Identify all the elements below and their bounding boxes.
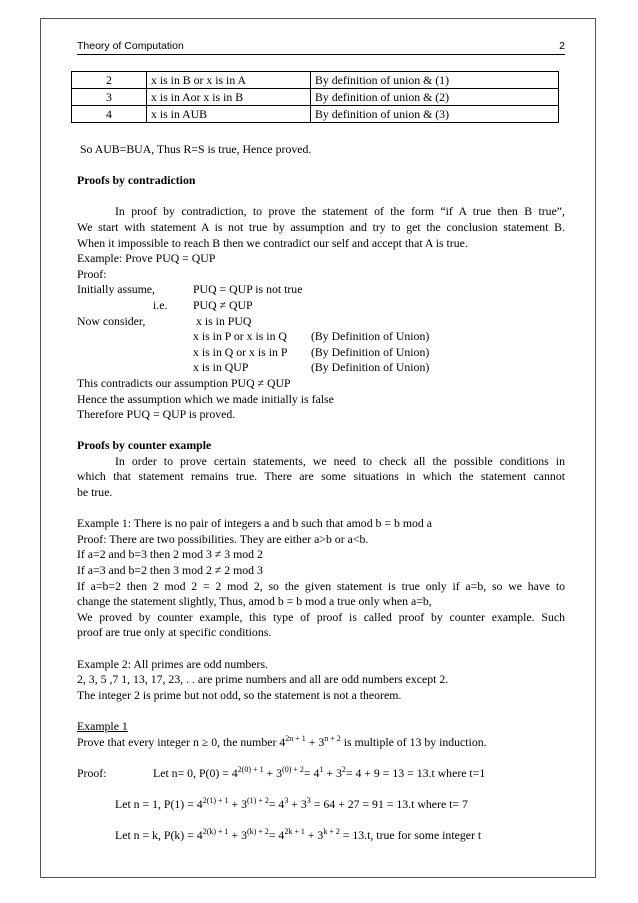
paragraph-line: Proof: There are two possibilities. They are either a>b or a<b.: [77, 531, 369, 546]
paragraph-line: change the statement slightly, Thus, amod b = b mod a true only when a=b,: [77, 594, 432, 609]
proof-step: [77, 329, 565, 345]
induction-step: Let n = 1, $P(1) = 4^{2(1) + 1} + 3^{(1) + 2}= 4^3 + 3^3 = 64 + 27 = 91 = 13.t$ where t= 7: [115, 795, 468, 811]
paragraph-line: If a=3 and b=2 then 3 mod 2 ≠ 2 mod 3: [77, 563, 263, 578]
proof-step-reason: (By Definition of Union): [311, 329, 430, 344]
proof-step-statement: x is in PUQ: [196, 313, 252, 328]
proof-step-statement: PUQ = QUP is not true: [193, 282, 303, 297]
proof-step: [77, 360, 565, 376]
proof-step-reason: (By Definition of Union): [311, 344, 430, 359]
proof-step-statement: x is in P or x is in Q: [193, 329, 287, 344]
paragraph-line: 2, 3, 5 ,7 1, 13, 17, 23, . . are prime numbers and all are odd numbers except 2.: [77, 672, 449, 687]
table-cell: By definition of union & (2): [311, 89, 559, 106]
page-number: 2: [559, 40, 565, 52]
paragraph-line: Therefore PUQ = QUP is proved.: [77, 407, 236, 422]
table-cell: x is in B or x is in A: [147, 72, 311, 89]
table-cell: x is in Aor x is in B: [147, 89, 311, 106]
conclusion-line: So AUB=BUA, Thus R=S is true, Hence proved.: [80, 142, 312, 156]
proof-step: [77, 314, 565, 330]
induction-statement: Prove that every integer n ≥ 0, the number $4^{2n + 1} + 3^{n + 2}$ is multiple of 13 by induction.: [77, 733, 487, 749]
proof-step-label: i.e.: [153, 297, 168, 312]
induction-step: Let n= 0, $P(0) = 4^{2(0) + 1} + 3^{(0) + 2}= 4^1 + 3^2= 4 + 9 = 13 = 13.t$ where t=1: [153, 764, 486, 780]
proof-step-statement: PUQ ≠ QUP: [193, 297, 253, 312]
paragraph-line: be true.: [77, 485, 113, 500]
proof-step-statement: x is in QUP: [193, 360, 249, 375]
example-line: Example 2: All primes are odd numbers.: [77, 656, 269, 671]
example-line: Example 1: There is no pair of integers a and b such that amod b = b mod a: [77, 516, 433, 531]
proof-step-statement: x is in Q or x is in P: [193, 344, 288, 359]
table-cell: By definition of union & (3): [311, 106, 559, 123]
proof-step-reason: (By Definition of Union): [311, 360, 430, 375]
paragraph-line: In proof by contradiction, to prove the statement of the form “if A true then B true”,: [115, 204, 565, 219]
proof-label: Proof:: [77, 765, 107, 780]
paragraph-line: Hence the assumption which we made initially is false: [77, 391, 334, 406]
proof-table: [71, 71, 559, 123]
paragraph-line: When it impossible to reach B then we contradict our self and accept that A is true.: [77, 235, 468, 250]
paragraph-line: If a=2 and b=3 then 2 mod 3 ≠ 3 mod 2: [77, 547, 263, 562]
paragraph-line: The integer 2 is prime but not odd, so the statement is not a theorem.: [77, 687, 402, 702]
paragraph-line: We proved by counter example, this type of proof is called proof by counter example. Such: [77, 609, 565, 624]
table-cell: 3: [72, 89, 147, 106]
paragraph-line: This contradicts our assumption PUQ ≠ QUP: [77, 375, 291, 390]
table-row: [72, 72, 559, 89]
induction-step: Let n = k, $P(k) = 4^{2(k) + 1} + 3^{(k) + 2}= 4^{2k + 1} + 3^{k + 2} = 13.t$, true for some integer t: [115, 827, 482, 843]
proof-label: Proof:: [77, 266, 107, 281]
table-cell: By definition of union & (1): [311, 72, 559, 89]
table-row: [72, 106, 559, 123]
induction-base: [77, 766, 565, 782]
paragraph-line: proof are true only at specific conditions.: [77, 625, 272, 640]
example-heading: Example 1: [77, 718, 128, 733]
proof-step: [77, 282, 565, 298]
table-cell: 2: [72, 72, 147, 89]
paragraph-line: We start with statement A is not true by assumption and try to get the conclusion statement B.: [77, 219, 565, 234]
section-heading-counter-example: Proofs by counter example: [77, 438, 212, 453]
proof-step-label: Now consider,: [77, 313, 146, 328]
example-line: Example: Prove PUQ = QUP: [77, 251, 216, 266]
table-cell: x is in AUB: [147, 106, 311, 123]
proof-step-label: Initially assume,: [77, 282, 155, 297]
header-title: Theory of Computation: [77, 40, 184, 52]
section-heading-contradiction: Proofs by contradiction: [77, 173, 196, 188]
table-row: [72, 89, 559, 106]
table-cell: 4: [72, 106, 147, 123]
proof-step: [77, 298, 565, 314]
paragraph-line: which that statement remains true. There are some situations in which the statement cannot: [77, 469, 565, 484]
document-body: [77, 71, 565, 844]
paragraph-line: If a=b=2 then 2 mod 2 = 2 mod 2, so the given statement is true only if a=b, so we have to: [77, 578, 565, 593]
paragraph-line: In order to prove certain statements, we need to check all the possible conditions in: [115, 453, 565, 468]
page-header: [77, 40, 565, 55]
proof-step: [77, 345, 565, 361]
